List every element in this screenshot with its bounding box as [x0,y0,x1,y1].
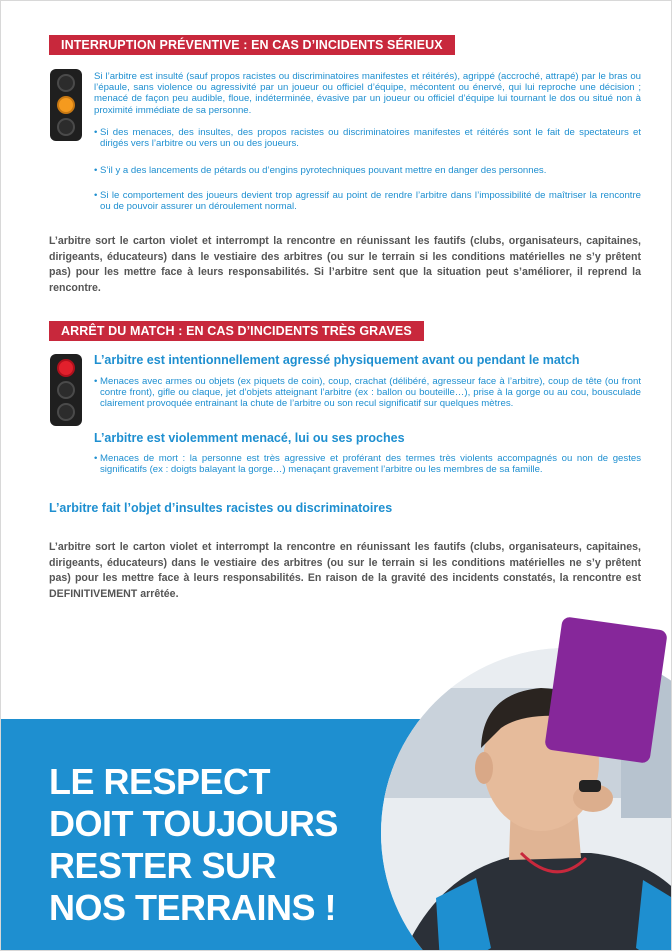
section2-bullet-threat: • Menaces de mort : la personne est très agressive et proférant des termes très violents accompagnés ou non de gestes significatifs (ex : doigts balayant la gorge…) menaçant gravement l’arbitre ou les membres de sa famille. [94,453,641,475]
lamp-red [57,359,75,377]
lamp-top [57,74,75,92]
traffic-light-amber-icon [50,69,82,141]
slogan-line-4: NOS TERRAINS ! [49,887,337,928]
slogan-line-2: DOIT TOUJOURS [49,803,338,844]
lamp-bottom [57,403,75,421]
section2-banner: ARRÊT DU MATCH : EN CAS D’INCIDENTS TRÈS GRAVES [49,321,424,341]
lamp-bottom [57,118,75,136]
section1-paragraph: L’arbitre sort le carton violet et interrompt la rencontre en réunissant les fautifs (clubs, organisateurs, capitaines, dirigeants, éducateurs) dans le vestiaire des arbitres (ou sur le terrain si les conditions matérielles ne s’y prêtent pas) pour les mettre face à leurs responsabilités. Si l’arbitre sent que la situation peut s’améliorer, il reprend la rencontre. [49,235,641,294]
lamp-middle [57,381,75,399]
lamp-amber [57,96,75,114]
slogan [49,761,338,929]
section1-bullet-2: • S’il y a des lancements de pétards ou d’engins pyrotechniques pouvant mettre en danger des personnes. [94,165,641,176]
traffic-light-red-icon [50,354,82,426]
section2-heading-threat: L’arbitre est violemment menacé, lui ou ses proches [94,431,405,445]
section2-bullet-assault: • Menaces avec armes ou objets (ex piquets de coin), coup, crachat (délibéré, agresseur face à l’arbitre), coup de tête (ou front contre front), gifle ou claque, jet d’objets atteignant l’arbitre (ex : ballon ou bouteille…), prise à la gorge ou au cou, bousculade clairement provoquée entrainant la chute de l’arbitre ou son recul significatif sur quelques mètres. [94,376,641,410]
section2-paragraph: L’arbitre sort le carton violet et interrompt la rencontre en réunissant les fautifs (clubs, organisateurs, capitaines, dirigeants, éducateurs) dans le vestiaire des arbitres (ou sur le terrain si les conditions matérielles ne s’y prêtent pas) pour les mettre face à leurs responsabilités. En raison de la gravité des incidents constatés, la rencontre est DEFINITIVEMENT arrêtée. [49,541,641,600]
slogan-line-3: RESTER SUR [49,845,277,886]
section1-bullet-3: • Si le comportement des joueurs devient trop agressif au point de rendre l’arbitre dans l’impossibilité de maîtriser la rencontre ou de pouvoir assurer un déroulement normal. [94,190,641,212]
slogan-line-1: LE RESPECT [49,761,271,802]
section1-banner: INTERRUPTION PRÉVENTIVE : EN CAS D’INCIDENTS SÉRIEUX [49,35,455,55]
section1-intro: Si l’arbitre est insulté (sauf propos racistes ou discriminatoires manifestes et réitérés), agrippé (accroché, attrapé) par le bras ou l’épaule, sans violence ou agressivité par un joueur ou officiel d’équipe, mécontent ou énervé, qui lui reproche une décision ; menacé de façon peu audible, floue, indéterminée, évasive par un joueur ou officiel d’équipe lui tournant le dos ou situé non à proximité immédiate de sa personne. [94,71,641,116]
section2-heading-assault: L’arbitre est intentionnellement agressé physiquement avant ou pendant le match [94,353,580,367]
violet-card-icon [544,616,668,763]
section1-bullet-1: • Si des menaces, des insultes, des propos racistes ou discriminatoires manifestes et réitérés sont le fait de spectateurs et dirigés vers l’arbitre ou vers un ou des joueurs. [94,127,641,149]
section2-heading-racism: L’arbitre fait l’objet d’insultes racistes ou discriminatoires [49,501,393,515]
